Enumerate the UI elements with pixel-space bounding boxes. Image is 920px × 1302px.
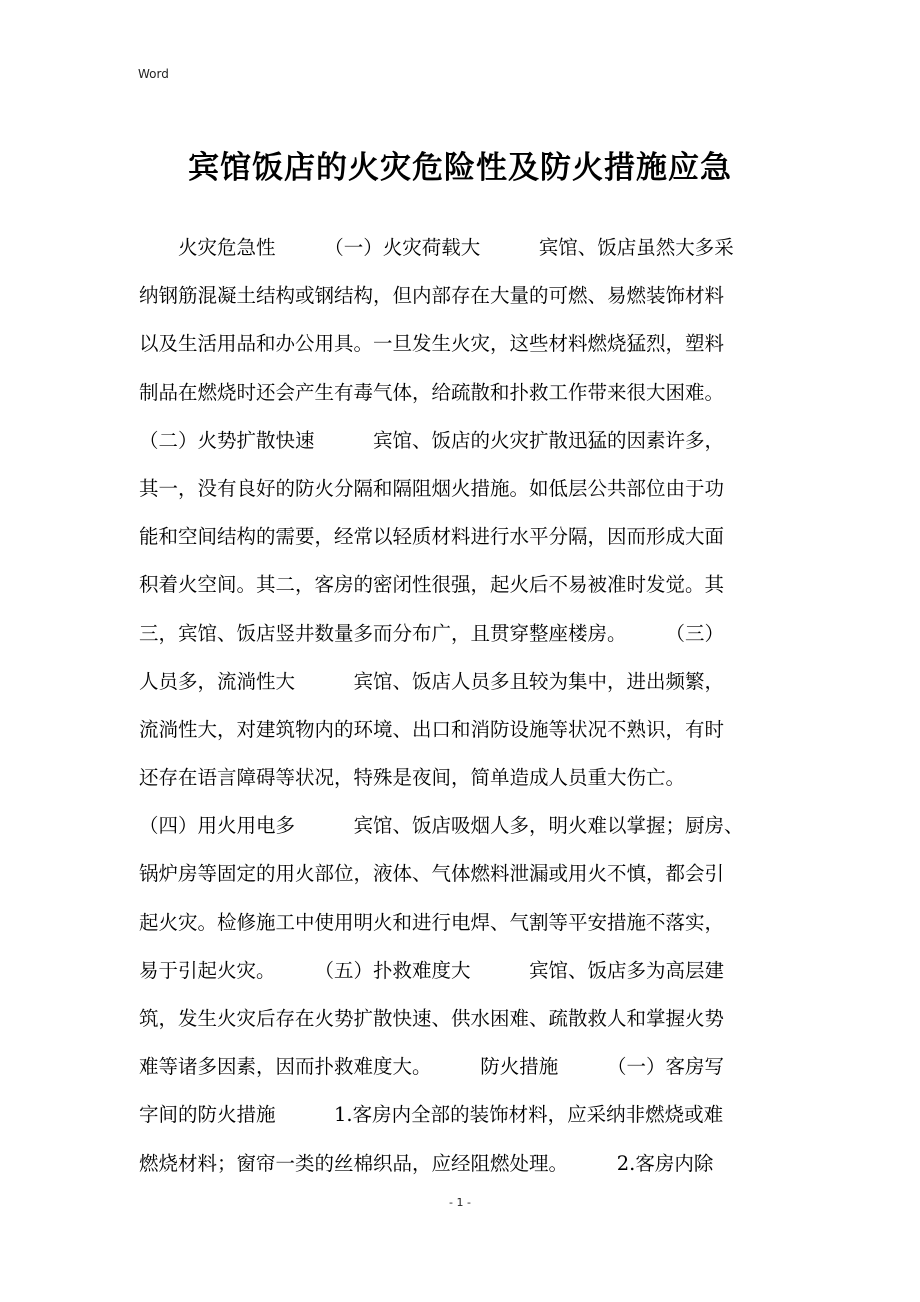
body-line: 易于引起火灾。 （五）扑救难度大 宾馆、饭店多为高层建	[139, 958, 725, 982]
body-line: 流淌性大，对建筑物内的环境、出口和消防设施等状况不熟识，有时	[139, 717, 725, 741]
body-line: 锅炉房等固定的用火部位，液体、气体燃料泄漏或用火不慎，都会引	[139, 862, 725, 886]
page-number: - 1 -	[449, 1196, 471, 1209]
document-title: 宾馆饭店的火灾危险性及防火措施应急	[188, 150, 732, 186]
body-line: 人员多，流淌性大 宾馆、饭店人员多且较为集中，进出频繁，	[139, 669, 725, 693]
body-line: 火灾危急性 （一）火灾荷载大 宾馆、饭店虽然大多采	[139, 236, 734, 259]
body-line: （四）用火用电多 宾馆、饭店吸烟人多，明火难以掌握；厨房、	[139, 814, 744, 838]
body-line: 难等诸多因素，因而扑救难度大。 防火措施 （一）客房写	[139, 1055, 725, 1079]
body-line: 纳钢筋混凝土结构或钢结构，但内部存在大量的可燃、易燃装饰材料	[139, 284, 725, 308]
body-line: 筑，发生火灾后存在火势扩散快速、供水困难、疏散救人和掌握火势	[139, 1007, 725, 1030]
body-line: 制品在燃烧时还会产生有毒气体，给疏散和扑救工作带来很大困难。	[139, 380, 725, 404]
body-line: 还存在语言障碍等状况，特殊是夜间，简单造成人员重大伤亡。	[139, 766, 686, 790]
header-app-label: Word	[138, 67, 169, 81]
body-line: 起火灾。检修施工中使用明火和进行电焊、气割等平安措施不落实，	[139, 910, 725, 934]
body-line: 三，宾馆、饭店竖井数量多而分布广，且贯穿整座楼房。 （三）	[139, 621, 725, 645]
body-line: 以及生活用品和办公用具。一旦发生火灾，这些材料燃烧猛烈，塑料	[139, 332, 725, 356]
document-body	[139, 229, 799, 1193]
body-line: 其一，没有良好的防火分隔和隔阻烟火措施。如低层公共部位由于功	[139, 476, 725, 500]
body-line: （二）火势扩散快速 宾馆、饭店的火灾扩散迅猛的因素许多，	[139, 428, 725, 452]
body-line: 燃烧材料；窗帘一类的丝棉织品，应经阻燃处理。 2.客房内除	[139, 1151, 714, 1175]
body-line: 积着火空间。其二，客房的密闭性很强，起火后不易被准时发觉。其	[139, 573, 725, 597]
body-line: 能和空间结构的需要，经常以轻质材料进行水平分隔，因而形成大面	[139, 525, 725, 549]
body-line: 字间的防火措施 1.客房内全部的装饰材料，应采纳非燃烧或难	[139, 1103, 724, 1127]
